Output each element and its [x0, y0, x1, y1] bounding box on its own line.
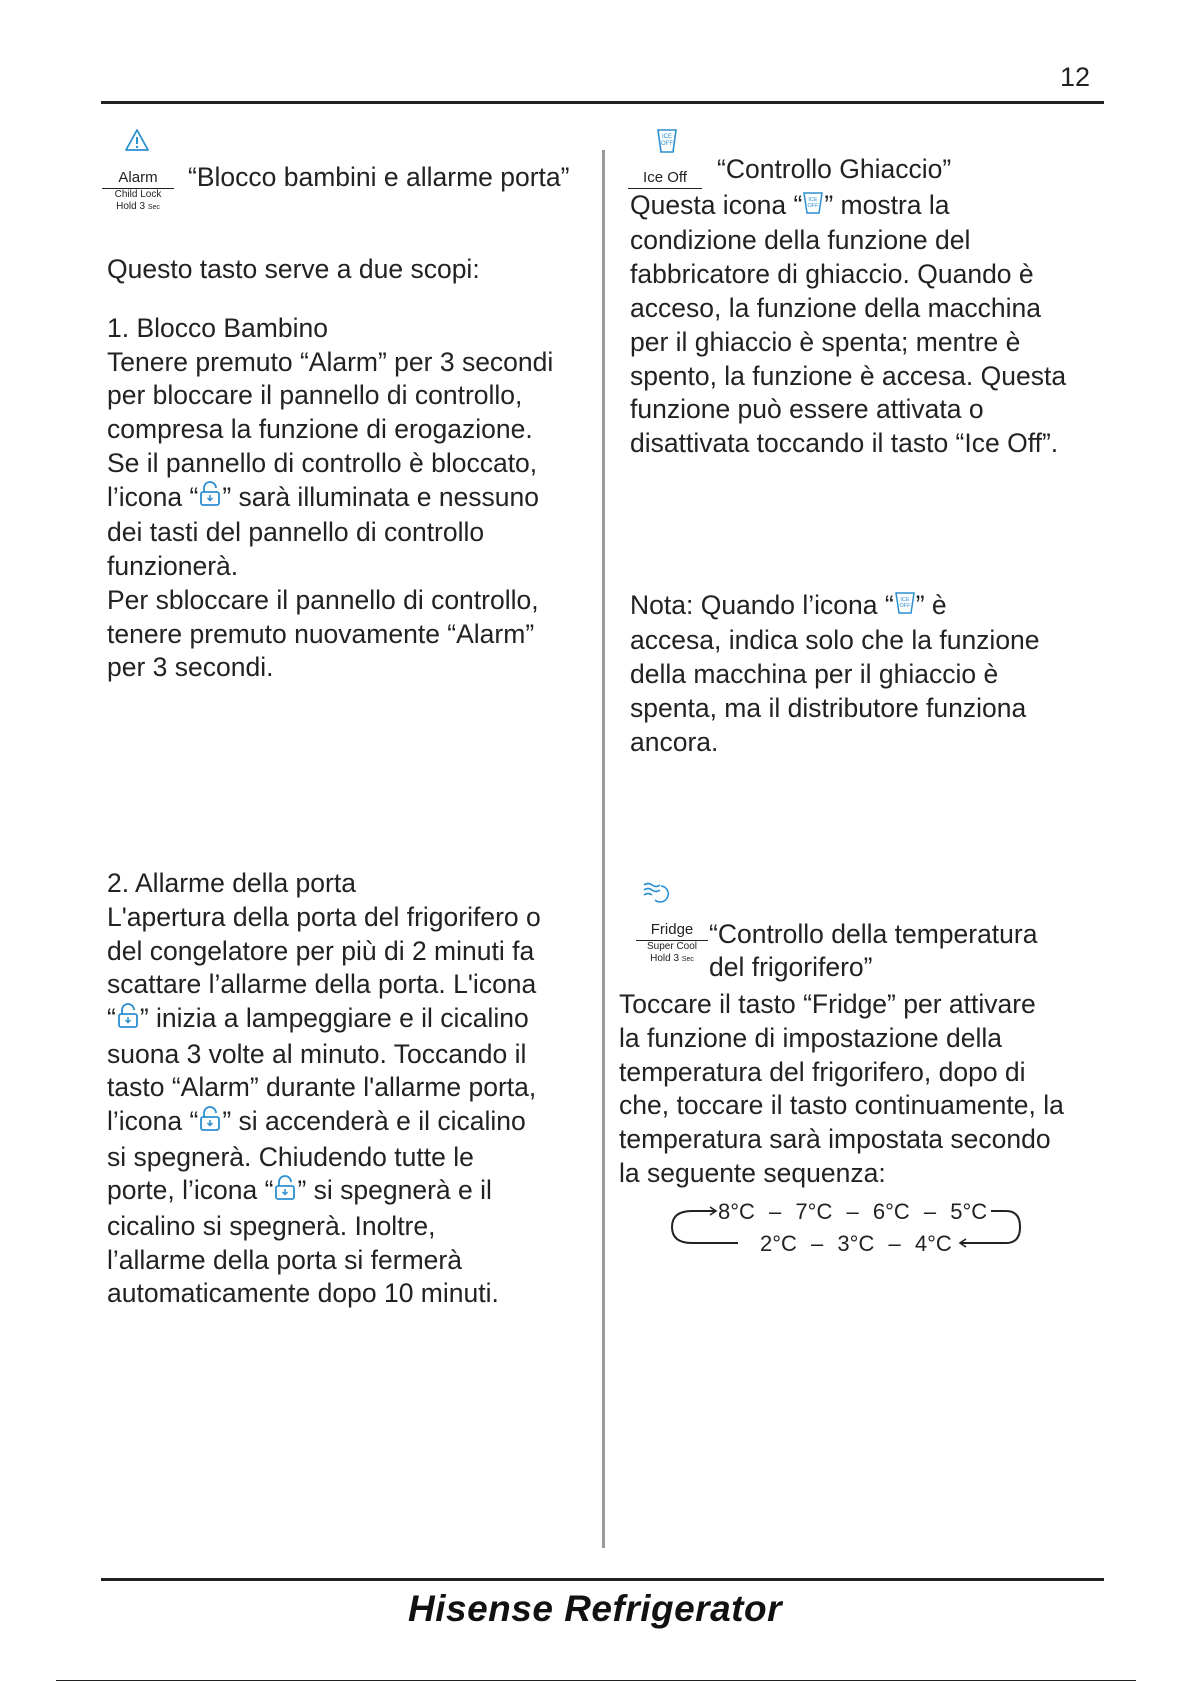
body-line: ancora.: [630, 726, 719, 757]
body-line: del congelatore per più di 2 minuti fa: [107, 935, 535, 966]
body-line: per il ghiaccio è spenta; mentre è: [630, 326, 1021, 357]
super-cool-icon: [641, 880, 673, 913]
sec-label: Sec: [681, 956, 694, 963]
ice-text: ICE: [900, 596, 910, 603]
text-fragment: ” sarà illuminata e nessuno: [222, 481, 540, 512]
body-line: disattivata toccando il tasto “Ice Off”.: [630, 428, 1059, 459]
fridge-control-heading: [709, 918, 1037, 984]
ice-off-icon: [655, 127, 679, 160]
section-2-title: 2. Allarme della porta: [107, 868, 356, 898]
body-line: condizione della funzione del: [630, 225, 971, 256]
off-text: OFF: [899, 602, 911, 609]
body-line: [107, 1002, 597, 1037]
body-line: si spegnerà. Chiudendo tutte le: [107, 1141, 474, 1172]
body-line: suona 3 volte al minuto. Toccando il: [107, 1038, 527, 1069]
sequence-bottom-row: 2°C – 3°C – 4°C: [760, 1231, 952, 1256]
text-fragment: “: [107, 1003, 116, 1034]
header-rule: [101, 101, 1104, 104]
text-fragment: ” si accenderà e il cicalino: [222, 1106, 526, 1137]
body-line: tenere premuto nuovamente “Alarm”: [107, 618, 535, 649]
body-line: Se il pannello di controllo è bloccato,: [107, 447, 538, 478]
note-body: [630, 589, 1100, 760]
ice-control-heading: “Controllo Ghiaccio”: [717, 154, 952, 184]
off-text: OFF: [661, 141, 673, 147]
body-line: spenta, ma il distributore funziona: [630, 692, 1027, 723]
body-line: accesa, indica solo che la funzione: [630, 625, 1040, 656]
body-line: la funzione di impostazione della: [619, 1022, 1003, 1053]
body-line: dei tasti del pannello di controllo: [107, 517, 485, 548]
ice-off-icon: [894, 590, 916, 625]
text-fragment: ” si spegnerà e il: [297, 1175, 492, 1206]
footer-rule: [101, 1578, 1104, 1581]
page-bottom-rule: [56, 1680, 1136, 1681]
text-fragment: ” mostra la: [824, 190, 950, 220]
body-line: per bloccare il pannello di controllo,: [107, 380, 523, 411]
body-line: automaticamente dopo 10 minuti.: [107, 1278, 499, 1309]
section-1-title: 1. Blocco Bambino: [107, 312, 328, 343]
ice-off-key-label: Ice Off: [628, 169, 702, 189]
body-line: L'apertura della porta del frigorifero o: [107, 901, 541, 932]
body-line: scattare l’allarme della porta. L'icona: [107, 969, 537, 1000]
body-line: fabbricatore di ghiaccio. Quando è: [630, 259, 1034, 290]
body-line: compresa la funzione di erogazione.: [107, 414, 533, 445]
body-line: acceso, la funzione della macchina: [630, 292, 1041, 323]
body-line: la seguente sequenza:: [619, 1157, 886, 1188]
sec-label: Sec: [147, 204, 160, 211]
temp-8c: 8°C: [718, 1199, 755, 1224]
ice-off-icon: [802, 190, 824, 225]
body-line: temperatura sarà impostata secondo: [619, 1124, 1051, 1155]
body-line: [107, 481, 597, 516]
body-line: Per sbloccare il pannello di controllo,: [107, 584, 539, 615]
body-line: per 3 secondi.: [107, 652, 274, 683]
temp-6c: 6°C: [872, 1199, 910, 1224]
alarm-key-label: Alarm: [102, 169, 174, 189]
ice-text: ICE: [808, 196, 818, 203]
fridge-body: [619, 988, 1099, 1191]
off-text: OFF: [807, 202, 819, 209]
child-lock-heading: “Blocco bambini e allarme porta”: [188, 162, 570, 192]
child-lock-label: Child Lock: [114, 189, 162, 200]
body-line: funzionerà.: [107, 550, 239, 581]
intro-text: Questo tasto serve a due scopi:: [107, 254, 480, 284]
heading-line: del frigorifero”: [709, 952, 873, 982]
body-line: [630, 189, 1100, 224]
temp-7c: 7°C: [795, 1199, 833, 1224]
body-line: della macchina per il ghiaccio è: [630, 659, 999, 690]
door-alarm-body: [107, 867, 597, 1311]
hold-label: Hold 3: [116, 201, 146, 212]
text-fragment: porte, l’icona “: [107, 1175, 274, 1206]
body-line: cicalino si spegnerà. Inoltre,: [107, 1210, 436, 1241]
body-line: spento, la funzione è accesa. Questa: [630, 360, 1067, 391]
column-divider: [602, 150, 605, 1548]
text-fragment: Questa icona “: [630, 190, 803, 220]
super-cool-label: Super Cool: [646, 941, 698, 952]
lock-icon: [273, 1175, 297, 1210]
lock-icon: [198, 1106, 222, 1141]
footer-brand: Hisense Refrigerator: [408, 1588, 782, 1629]
text-fragment: ” inizia a lampeggiare e il cicalino: [139, 1003, 529, 1034]
body-line: [630, 589, 1100, 624]
body-line: l’allarme della porta si fermerà: [107, 1244, 462, 1275]
body-line: Toccare il tasto “Fridge” per attivare: [619, 989, 1036, 1019]
body-line: [107, 1105, 597, 1140]
ice-body: [630, 189, 1100, 461]
body-line: Tenere premuto “Alarm” per 3 secondi: [107, 346, 554, 377]
lock-icon: [198, 481, 222, 516]
heading-line: “Controllo della temperatura: [709, 919, 1038, 949]
temperature-sequence: [668, 1197, 1028, 1257]
left-body: [107, 253, 597, 685]
alarm-key-badge: [102, 169, 174, 214]
text-fragment: ” è: [915, 590, 947, 620]
body-line: che, toccare il tasto continuamente, la: [619, 1090, 1064, 1121]
text-fragment: l’icona “: [107, 481, 199, 512]
text-fragment: Nota: Quando l’icona “: [630, 590, 894, 620]
temp-3c: 3°C: [837, 1231, 875, 1256]
temp-2c: 2°C: [760, 1231, 797, 1256]
fridge-key-badge: [636, 921, 708, 966]
warning-icon: [124, 128, 150, 157]
body-line: funzione può essere attivata o: [630, 394, 984, 425]
ice-text: ICE: [661, 134, 673, 140]
hold-label: Hold 3: [650, 953, 680, 964]
body-line: tasto “Alarm” durante l'allarme porta,: [107, 1072, 537, 1103]
sequence-top-row: 8°C – 7°C – 6°C – 5°C: [718, 1199, 988, 1224]
body-line: [107, 1174, 597, 1209]
text-fragment: l’icona “: [107, 1106, 199, 1137]
fridge-key-label: Fridge: [636, 921, 708, 941]
temp-5c: 5°C: [950, 1199, 988, 1224]
ice-off-key-badge: [628, 169, 702, 189]
temp-4c: 4°C: [914, 1231, 952, 1256]
body-line: temperatura del frigorifero, dopo di: [619, 1056, 1026, 1087]
lock-icon: [116, 1003, 140, 1038]
page-number: 12: [1060, 62, 1091, 92]
